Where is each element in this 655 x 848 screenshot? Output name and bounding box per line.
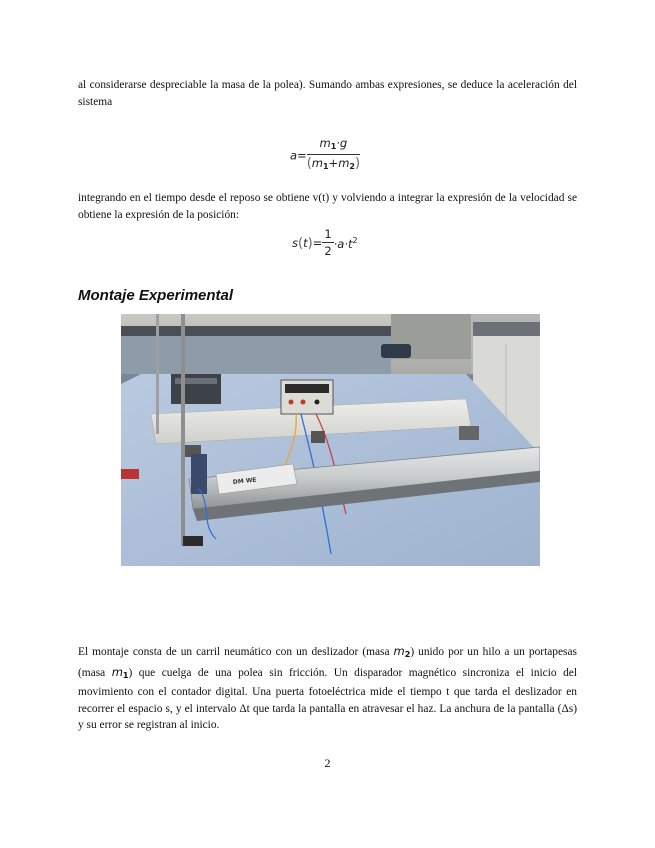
paragraph-intro: al considerarse despreciable la masa de la polea). Sumando ambas expresiones, se deduce la aceleración del sistema — [78, 79, 577, 108]
var-m2 — [394, 644, 411, 658]
photo-cabinet-top — [473, 322, 540, 336]
var-m2-sub: 2 — [404, 650, 411, 659]
eq1-num-m: m — [319, 136, 331, 150]
eq1-den-m2: m — [338, 156, 350, 170]
photo-back-bench-front — [121, 336, 391, 376]
var-m2-letter: m — [393, 644, 405, 658]
photo-stand-2 — [156, 314, 159, 434]
eq2-t: t — [303, 235, 308, 250]
eq1-lhs: a= — [290, 148, 307, 163]
eq1-fraction — [307, 136, 360, 175]
eq1-numerator — [307, 136, 360, 155]
section-heading: Montaje Experimental — [78, 287, 234, 304]
paragraph-setup — [78, 643, 577, 734]
eq1-den-sub2: 2 — [349, 162, 355, 171]
eq2-den: 2 — [324, 244, 332, 258]
photo-back-bench — [121, 326, 391, 336]
equation-position — [292, 227, 358, 259]
photo-counter-display — [285, 384, 329, 393]
eq1-den-close: ) — [354, 156, 361, 171]
photo-outlet-mid — [311, 431, 325, 443]
paragraph-integration: integrando en el tiempo desde el reposo se obtiene v(t) y volviendo a integrar la expresión de la velocidad se obtiene la expresión de la posición: — [78, 192, 577, 221]
eq2-exponent: 2 — [352, 235, 358, 245]
photo-counter-knob3 — [315, 400, 320, 405]
photo-stand — [181, 314, 185, 546]
eq2-s: s — [292, 235, 298, 250]
eq1-den-plus: + — [328, 156, 339, 170]
eq2-lhs — [292, 236, 322, 250]
var-m1-letter: m — [111, 664, 123, 679]
eq1-den-open: ( — [306, 156, 312, 171]
setup-text-b: ) unido por un hilo a un portapesas (masa — [78, 646, 577, 679]
photo-counter-knob2 — [301, 400, 306, 405]
experiment-photo — [121, 314, 540, 566]
photo-outlet-right — [459, 426, 479, 440]
eq1-den-sub1: 1 — [322, 162, 329, 171]
photo-chair — [381, 344, 411, 358]
var-m1-sub: 1 — [122, 670, 129, 680]
eq1-num-sub: 1 — [330, 142, 337, 151]
eq1-den-m1: m — [311, 156, 323, 170]
photo-glider-label: DM WE — [232, 476, 257, 486]
page-number: 2 — [324, 756, 331, 770]
photo-counter-knob1 — [289, 400, 294, 405]
setup-text-c: ) que cuelga de una polea sin fricción. Un disparador magnético sincroniza el inicio del movimiento con el contador digital. Una puerta fotoeléctrica mide el tiempo t que tarda el deslizador en recorrer el espacio s, y el intervalo Δt que tarda la pantalla en atravesar el haz. La anchura de la pantalla (Δs) y su error se registran al inicio. — [78, 666, 578, 731]
var-m1 — [112, 665, 129, 679]
equation-acceleration — [290, 136, 360, 175]
eq2-rest — [334, 237, 358, 251]
photo-stand-base — [183, 536, 203, 546]
eq2-fraction — [322, 227, 333, 259]
eq1-num-rest: ·g — [336, 136, 348, 150]
setup-text-a: El montaje consta de un carril neumático con un deslizador (masa — [78, 646, 390, 658]
eq2-lparen: ( — [298, 235, 304, 251]
eq2-equals: = — [312, 235, 323, 250]
eq2-num: 1 — [324, 227, 332, 241]
lab-photo-illustration — [121, 314, 540, 566]
photo-red-object — [121, 469, 139, 479]
photo-photogate — [191, 454, 207, 494]
eq2-rparen: ) — [307, 235, 313, 251]
eq2-rest-text: ·a·t — [333, 236, 353, 251]
eq1-denominator — [307, 155, 360, 175]
